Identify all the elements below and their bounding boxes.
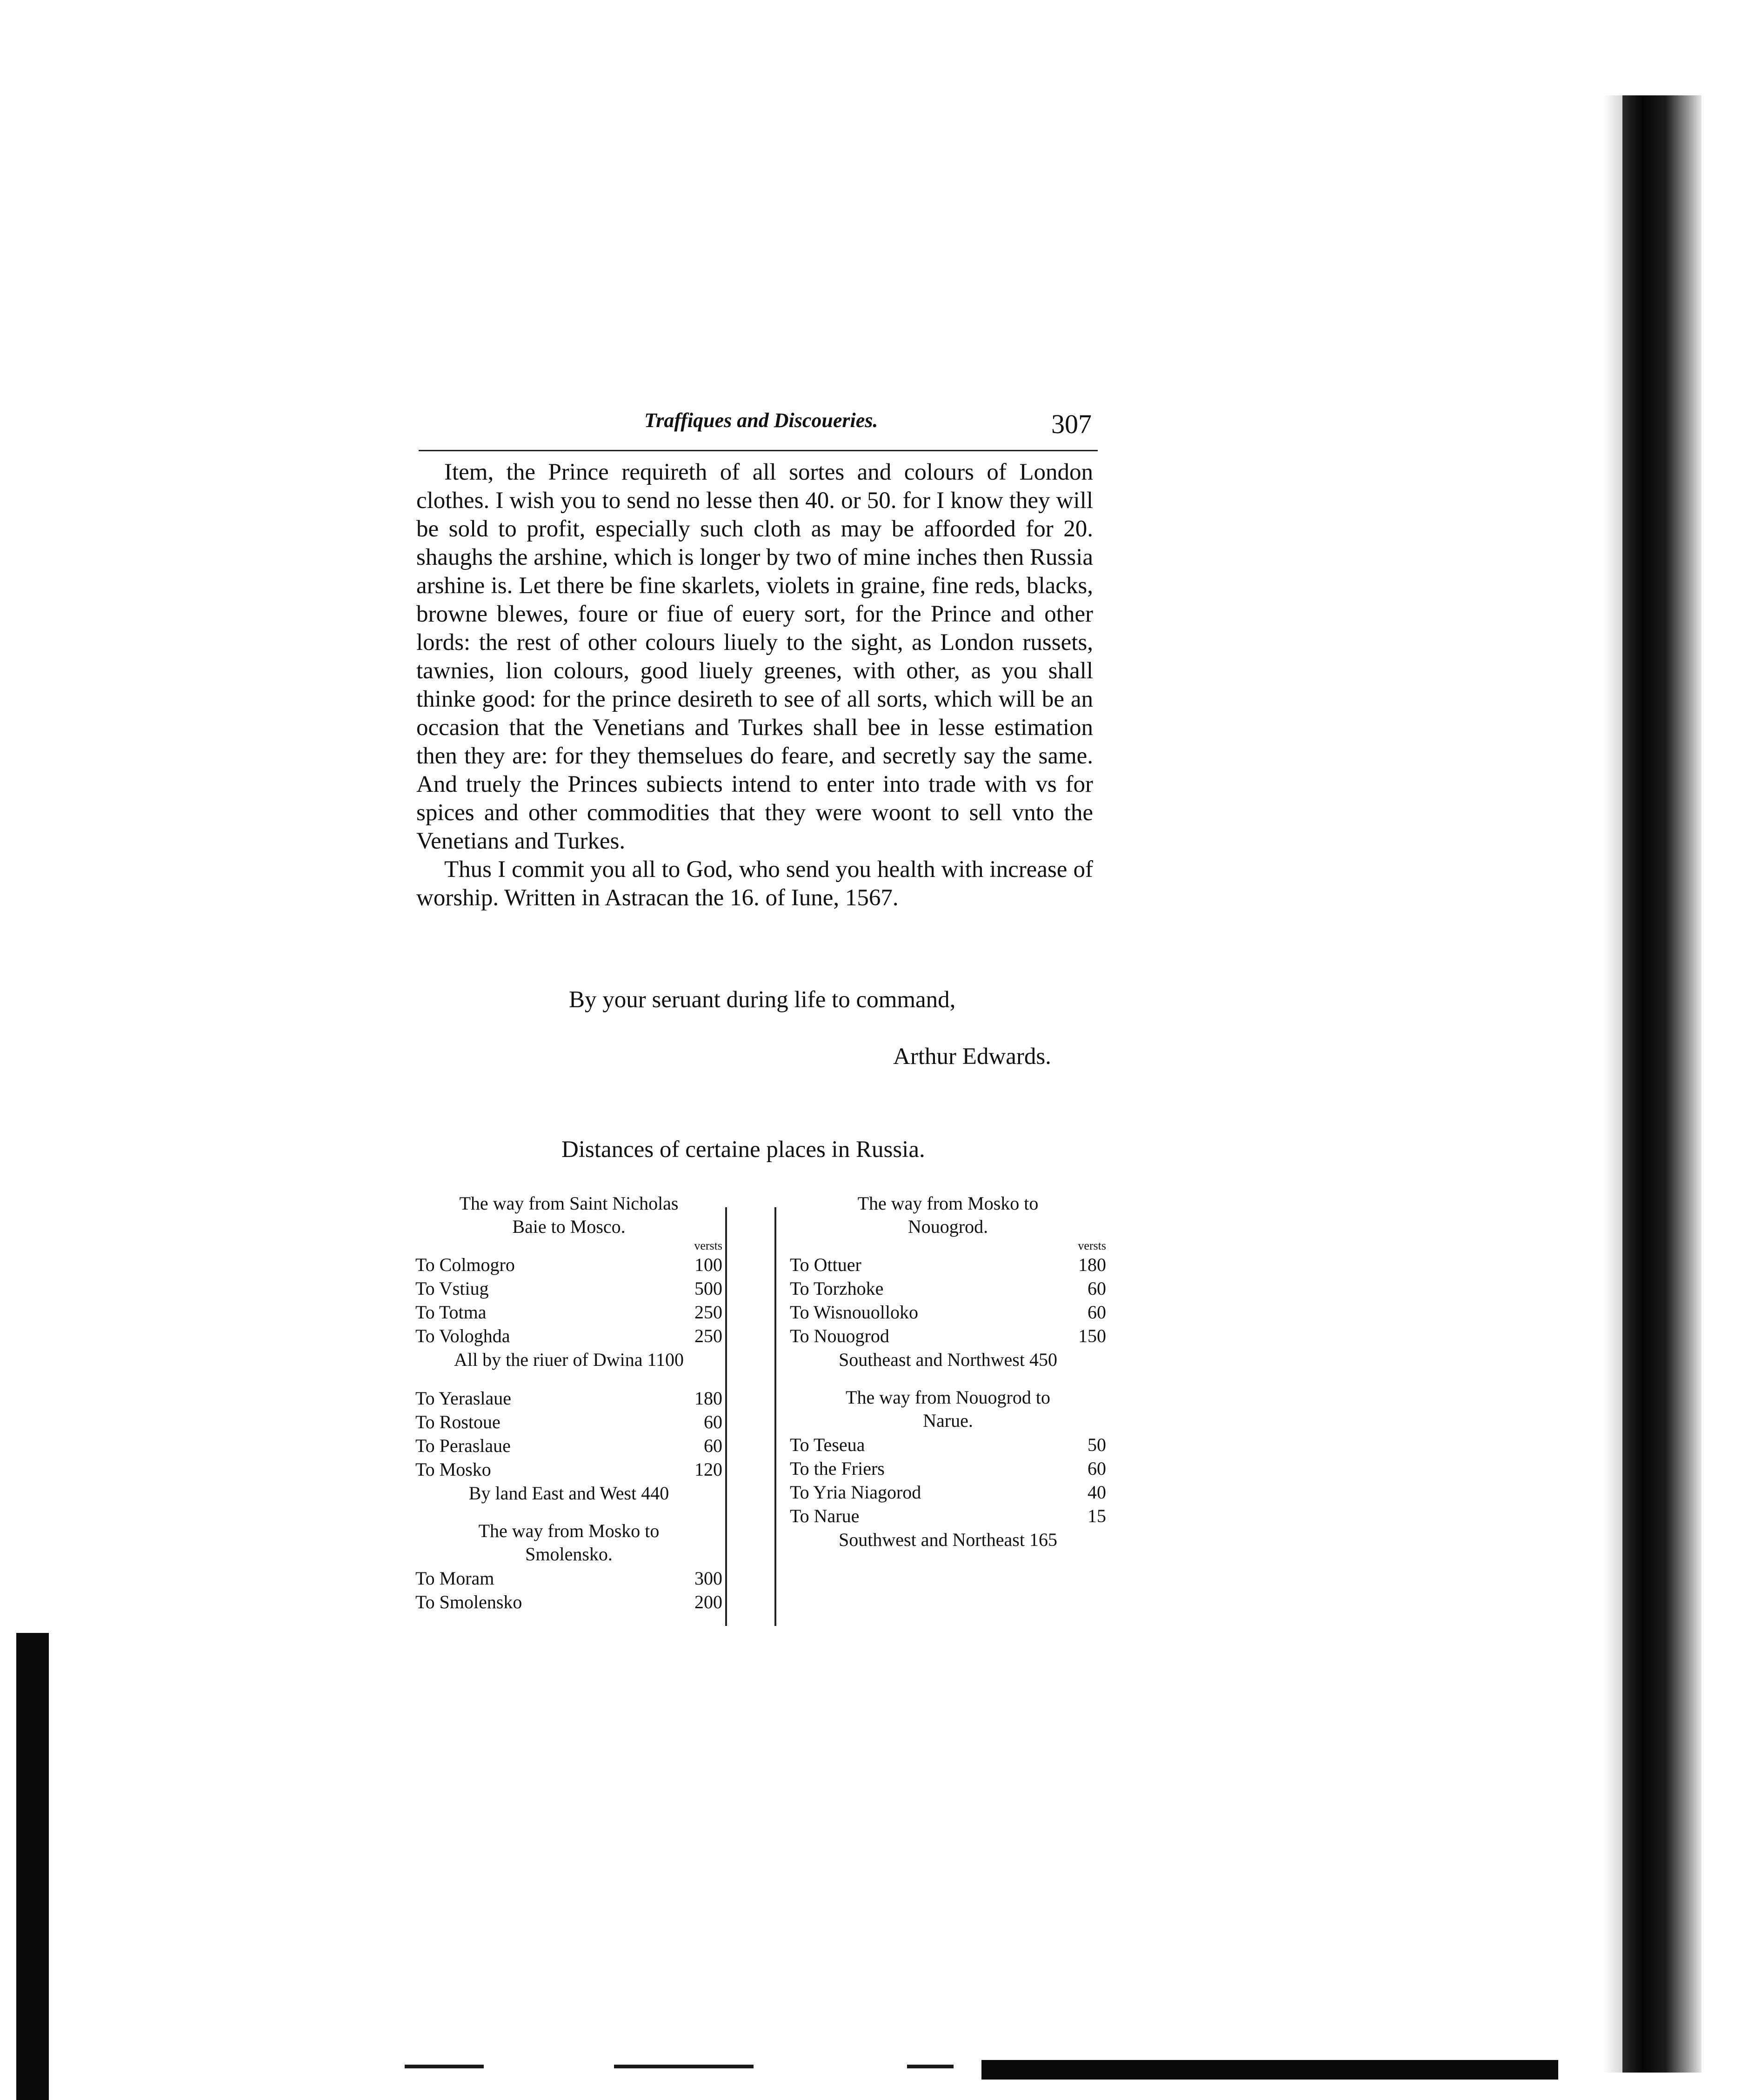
scan-binding-edge (1622, 95, 1702, 2073)
distance-row (415, 1253, 722, 1277)
distance-row (415, 1590, 722, 1614)
distance-value: 60 (1088, 1302, 1106, 1323)
place-name: To Moram (415, 1568, 494, 1589)
route-title: The way from Mosko to (478, 1520, 660, 1541)
letter-paragraph: Item, the Prince requireth of all sortes and colours of London clothes. I wish you to send no lesse then 40. or 50. for I know they will be sold to profit, especially such cloth as may be affoorded for 20. shaughs the arshine, which is longer by two of mine inches then Russia arshine is. Let there be fine skarlets, violets in graine, fine reds, blacks, browne blewes, foure or fiue of euery sort, for the Prince and other lords: the rest of other colours liuely to the sight, as London russets, tawnies, lion colours, good liuely greenes, with other, as you shall thinke good: for the prince desireth to see of all sorts, which will be an occasion that the Venetians and Turkes shall bee in lesse estimation then they are: for they themselues do feare, and secretly say the same. And truely the Princes subiects intend to enter into trade with vs for spices and other commodities that they were woont to sell vnto the Venetians and Turkes. (416, 459, 1093, 854)
scan-left-bar (16, 1633, 49, 2100)
place-name: To Narue (790, 1505, 860, 1526)
distance-row (415, 1434, 722, 1458)
place-name: To Ottuer (790, 1254, 861, 1275)
distance-value: 60 (1088, 1458, 1106, 1479)
letter-body (416, 458, 1093, 912)
route-total: By land East and West 440 (468, 1483, 669, 1504)
place-name: To Peraslaue (415, 1435, 511, 1456)
letter-signature: Arthur Edwards. (893, 1043, 1051, 1070)
place-name: To Colmogro (415, 1254, 515, 1275)
distance-group (790, 1192, 1106, 1371)
distance-row (790, 1300, 1106, 1324)
distance-row (415, 1410, 722, 1434)
distance-group (415, 1505, 722, 1614)
distance-value: 60 (1088, 1278, 1106, 1299)
route-title: Nouogrod. (908, 1216, 988, 1237)
group-spacer (415, 1371, 722, 1386)
distance-value: 40 (1088, 1482, 1106, 1503)
distance-row (415, 1300, 722, 1324)
scan-bottom-mark (907, 2065, 954, 2068)
place-name: To Torzhoke (790, 1278, 884, 1299)
letter-closing: By your seruant during life to command, (569, 987, 956, 1013)
column-brace (774, 1207, 779, 1626)
unit-label: versts (694, 1239, 722, 1252)
page-gutter-shadow (1604, 95, 1622, 2073)
distance-value: 180 (1078, 1254, 1106, 1275)
place-name: To Yeraslaue (415, 1388, 512, 1409)
place-name: To Vstiug (415, 1278, 489, 1299)
route-title: The way from Saint Nicholas (459, 1193, 679, 1214)
distance-value: 300 (694, 1568, 722, 1589)
route-title: The way from Nouogrod to (846, 1387, 1050, 1408)
distance-value: 15 (1088, 1505, 1106, 1526)
place-name: To the Friers (790, 1458, 885, 1479)
distance-row (415, 1277, 722, 1300)
place-name: To Totma (415, 1302, 487, 1323)
distance-value: 50 (1088, 1434, 1106, 1455)
distance-row (415, 1386, 722, 1410)
distance-value: 100 (694, 1254, 722, 1275)
distance-value: 60 (704, 1435, 722, 1456)
distance-value: 500 (694, 1278, 722, 1299)
distance-value: 200 (694, 1592, 722, 1612)
letter-paragraph: Thus I commit you all to God, who send you health with increase of worship. Written in Astracan the 16. of Iune, 1567. (416, 856, 1093, 911)
route-title: Narue. (923, 1410, 973, 1431)
distance-value: 180 (694, 1388, 722, 1409)
column-brace (722, 1207, 727, 1626)
route-total: All by the riuer of Dwina 1100 (454, 1349, 684, 1370)
distance-row (790, 1253, 1106, 1277)
distance-value: 120 (694, 1459, 722, 1480)
unit-label: versts (1078, 1239, 1106, 1252)
route-total: Southwest and Northeast 165 (839, 1529, 1057, 1550)
distance-row (415, 1566, 722, 1590)
place-name: To Smolensko (415, 1592, 522, 1612)
distance-group (415, 1371, 722, 1505)
scan-bottom-bar (981, 2060, 1558, 2080)
place-name: To Nouogrod (790, 1325, 889, 1346)
distances-right-column (790, 1192, 1106, 1552)
header-rule (419, 450, 1098, 451)
distance-row (790, 1277, 1106, 1300)
distance-row (790, 1480, 1106, 1504)
place-name: To Wisnouolloko (790, 1302, 918, 1323)
distance-value: 60 (704, 1411, 722, 1432)
distance-row (415, 1324, 722, 1348)
route-title: Smolensko. (525, 1544, 613, 1565)
scan-bottom-mark (405, 2065, 484, 2068)
group-spacer (790, 1371, 1106, 1386)
route-total: Southeast and Northwest 450 (839, 1349, 1057, 1370)
place-name: To Teseua (790, 1434, 865, 1455)
scan-bottom-mark (614, 2065, 754, 2068)
distance-group (415, 1192, 722, 1371)
place-name: To Yria Niagorod (790, 1482, 921, 1503)
distance-row (790, 1457, 1106, 1480)
place-name: To Vologhda (415, 1325, 510, 1346)
distance-row (790, 1504, 1106, 1528)
distances-title: Distances of certaine places in Russia. (561, 1137, 925, 1163)
route-title: The way from Mosko to (857, 1193, 1039, 1214)
distance-value: 250 (694, 1302, 722, 1323)
place-name: To Rostoue (415, 1411, 500, 1432)
distances-left-column (415, 1192, 722, 1614)
running-head: Traffiques and Discoueries. (644, 409, 878, 432)
distance-row (790, 1324, 1106, 1348)
distance-row (415, 1458, 722, 1481)
page-number: 307 (1051, 409, 1092, 439)
distance-row (790, 1433, 1106, 1457)
group-spacer (415, 1505, 722, 1520)
place-name: To Mosko (415, 1459, 491, 1480)
distance-value: 150 (1078, 1325, 1106, 1346)
distance-value: 250 (694, 1325, 722, 1346)
distance-group (790, 1371, 1106, 1552)
route-title: Baie to Mosco. (512, 1216, 626, 1237)
